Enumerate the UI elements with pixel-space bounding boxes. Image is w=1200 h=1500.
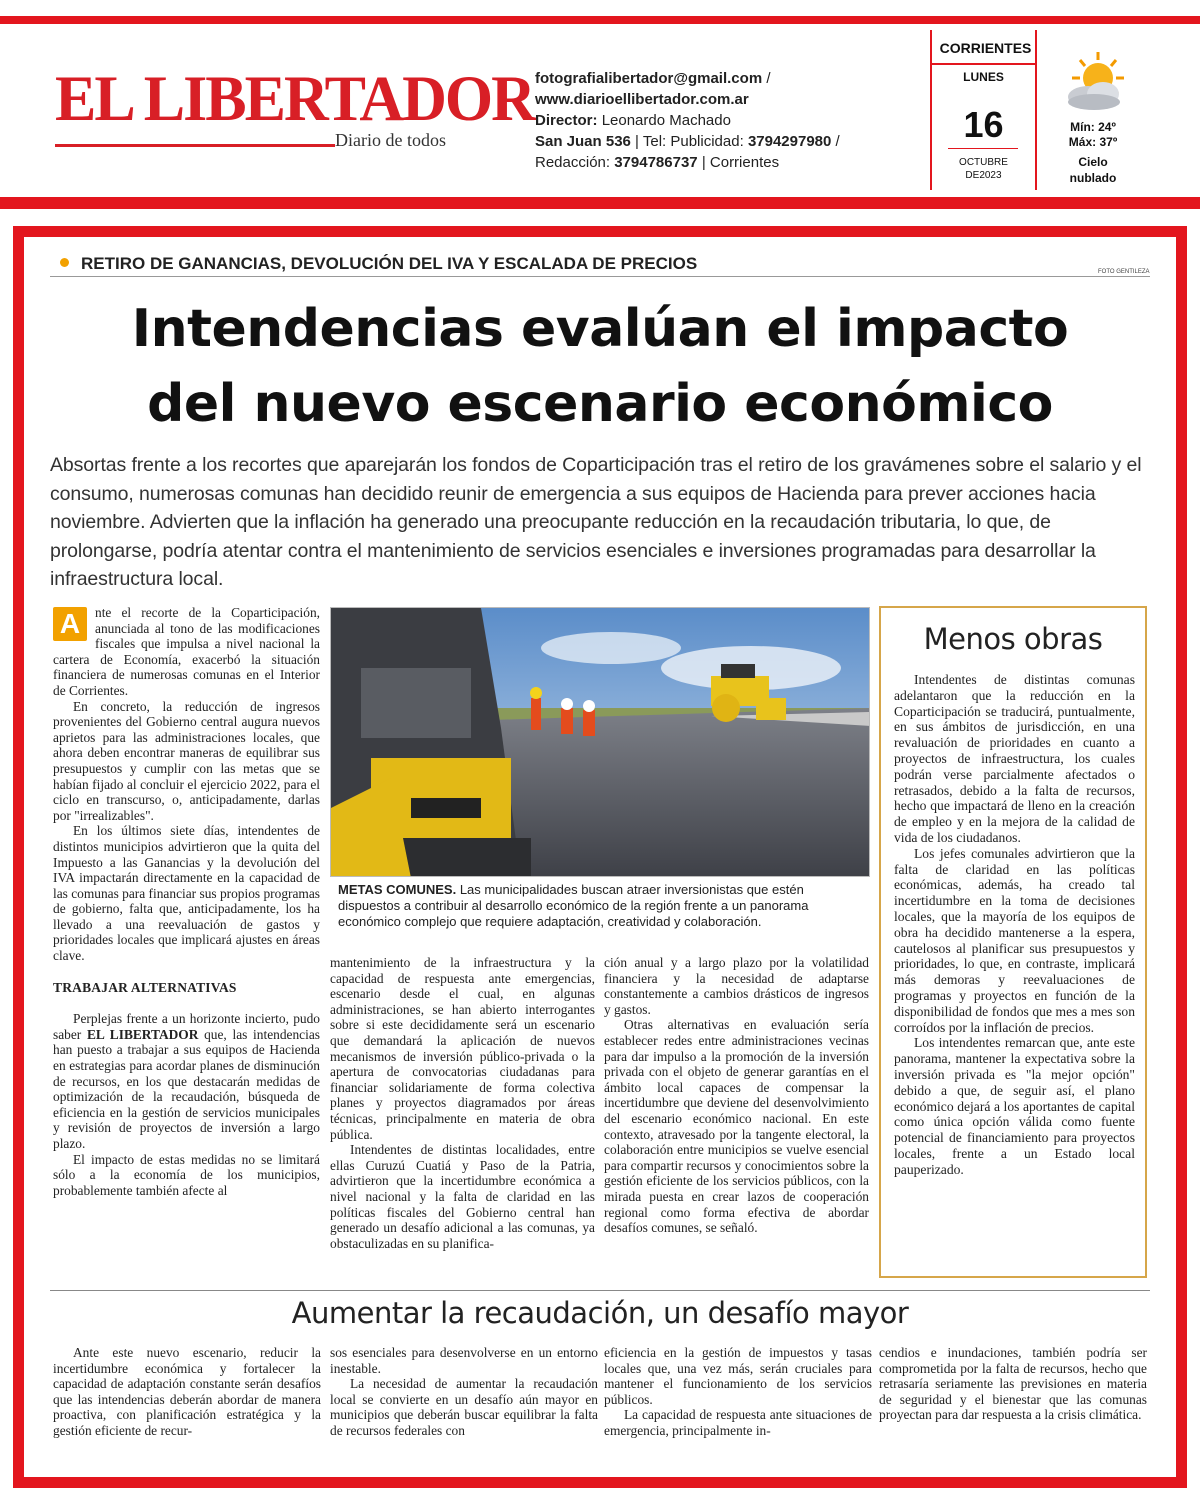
logo-underline xyxy=(55,144,335,147)
lead-paragraph: Absortas frente a los recortes que aparejarán los fondos de Coparticipación tras el retiro de los gravámenes sobre el salario y el consumo, numerosas comunas han decidido reunir de emergencia a sus equipos de Hacienda para prever acciones hacia noviembre. Advierten que la inflación ha generado una preocupante reducción en la recaudación tributaria, lo que, de prolongarse, podría atentar contra el mantenimiento de servicios esenciales e inversiones programadas para desarrollar la infraestructura local. xyxy=(50,454,1142,590)
director-name: Leonardo Machado xyxy=(601,112,731,129)
paragraph: cendios e inundaciones, también podría ser comprometida por la falta de recursos, hecho que retrasaría seriamente las previsiones en materia de seguridad y el bienestar que las comunas proyectan para dar respuesta a la crisis climática. xyxy=(879,1345,1147,1423)
paragraph: El impacto de estas medidas no se limitará sólo a la economía de los municipios, probablemente también afecte al xyxy=(53,1151,320,1198)
headline xyxy=(40,292,1160,442)
paragraph-text: que, las intendencias han puesto a trabajar a sus equipos de Hacienda en estrategias para acordar planes de disminución de recursos, en los que destacarán medidas de optimización de la recaudación, búsqueda de eficiencia en la gestión de servicios municipales y revisión de proyectos de inversión a largo plazo. xyxy=(53,1026,320,1151)
section-column-1 xyxy=(53,1345,321,1439)
paragraph: nte el recorte de la Coparticipación, anunciada al tono de las modificaciones fiscales que impulsa a nivel nacional la cartera de Economía, exacerbó la situación financiera de numerosas comunas en el Interior de Corrientes. xyxy=(53,605,320,698)
date-month: OCTUBRE xyxy=(959,157,1008,168)
headline-line-2: del nuevo escenario económico xyxy=(147,374,1053,434)
weather-widget xyxy=(1048,50,1138,186)
caption-text: Las municipalidades buscan atraer inversionistas que estén dispuestos a contribuir al desarrollo económico de la región frente a un panorama económico complejo que requiere adaptación, creatividad y colaboración. xyxy=(338,882,809,929)
date-year: DE2023 xyxy=(965,170,1002,181)
ad-phone-label: Tel: Publicidad: xyxy=(642,133,744,150)
paragraph: sos esenciales para desenvolverse en un entorno inestable. xyxy=(330,1345,598,1376)
paragraph: Los intendentes remarcan que, ante este panorama, mantener la expectativa sobre la inversión privada es "la mejor opción" debido a que, de seguir así, el plano económico dejará a los aportantes de capital como única opción válida como fuente potencial de financiamiento para proyectos locales, frente a un Estado local pauperizado. xyxy=(894,1035,1135,1177)
date-city: CORRIENTES xyxy=(939,40,1032,56)
weather-desc-1: Cielo xyxy=(1078,155,1108,169)
paragraph-text: Perplejas frente a un horizonte incierto, pudo saber xyxy=(53,1011,320,1042)
sidebar-box xyxy=(879,606,1147,1278)
date-divider-small xyxy=(948,148,1018,149)
kicker-text: RETIRO DE GANANCIAS, DEVOLUCIÓN DEL IVA Y ESCALADA DE PRECIOS xyxy=(81,254,698,273)
kicker xyxy=(60,254,697,274)
drop-cap: A xyxy=(53,607,87,641)
section-rule xyxy=(50,1290,1150,1291)
section-column-3 xyxy=(604,1345,872,1439)
body-column-3 xyxy=(604,955,869,1236)
caption-label: METAS COMUNES. xyxy=(338,882,457,897)
sidebar-title: Menos obras xyxy=(923,622,1103,656)
contact-block: fotografialibertador@gmail.com / www.diarioellibertador.com.ar Director: Leonardo Machado San Juan 536 | Tel: Publicidad: 3794297980 / Redacción: 3794786737 | Corrientes xyxy=(535,70,840,171)
partly-cloudy-icon xyxy=(1058,50,1128,112)
weather-desc-2: nublado xyxy=(1069,171,1117,185)
temp-min: Mín: 24º xyxy=(1070,120,1116,134)
headline-line-1: Intendencias evalúan el impacto xyxy=(131,299,1069,359)
sidebar-text xyxy=(894,672,1135,1178)
newsroom-label: Redacción: xyxy=(535,154,611,171)
date-day: 16 xyxy=(963,104,1004,145)
road-paving-photo[interactable] xyxy=(330,607,870,877)
paragraph: En concreto, la reducción de ingresos provenientes del Gobierno central augura nuevos aprietos para las administraciones locales, que ahora deben encontrar maneras de equilibrar sus presupuestos y cumplir con las metas que se habían fijado al concluir el ejercicio 2022, para el ciclo en transcurso, o, anticipadamente, darlas por "irrealizables". xyxy=(53,698,320,823)
newspaper-logo[interactable]: EL LIBERTADOR xyxy=(55,63,534,135)
photo-credit: FOTO GENTILEZA xyxy=(1098,269,1150,275)
kicker-rule xyxy=(50,276,1150,277)
paragraph: ción anual y a largo plazo por la volatilidad financiera y la necesidad de adaptarse constantemente a cambios drásticos de ingresos y gastos. xyxy=(604,955,869,1017)
bullet-icon xyxy=(60,258,69,267)
date-box xyxy=(930,30,1037,190)
contact-email[interactable]: fotografialibertador@gmail.com xyxy=(535,70,763,87)
newsroom-phone: 3794786737 xyxy=(614,154,698,171)
brand-name: EL LIBERTADOR xyxy=(86,1026,199,1042)
date-divider xyxy=(932,63,1035,65)
paragraph: eficiencia en la gestión de impuestos y tasas locales que, una vez más, serán cruciales para mantener el funcionamiento de los servicios públicos. xyxy=(604,1345,872,1407)
masthead xyxy=(55,63,534,150)
section-column-2 xyxy=(330,1345,598,1439)
paragraph: La capacidad de respuesta ante situaciones de emergencia, principalmente in- xyxy=(604,1407,872,1438)
paragraph: En los últimos siete días, intendentes de distintos municipios advirtieron que la quita del Impuesto a las Ganancias y la devolución del IVA impactarán directamente en la capacidad de las comunas para financiar sus propios programas de gobierno, falta que, anticipadamente, los ha llevado a una reevaluación de gastos y prioridades locales que implicará ajustes en áreas clave. xyxy=(53,823,320,964)
paragraph: La necesidad de aumentar la recaudación local se convierte en un desafío aún mayor en municipios que deberán buscar equilibrar la falta de recursos federales con xyxy=(330,1376,598,1438)
photo-caption xyxy=(338,882,863,930)
paragraph: Intendentes de distintas localidades, entre ellas Curuzú Cuatiá y Paso de la Patria, advirtieron que la incertidumbre económica a nivel nacional y la falta de claridad en las políticas fiscales del Gobierno central han generado un desafío adicional a las comunas, ya obstaculizadas en su planifica- xyxy=(330,1142,595,1251)
section-title: Aumentar la recaudación, un desafío mayor xyxy=(291,1296,909,1330)
director-label: Director: xyxy=(535,112,598,129)
paragraph: Ante este nuevo escenario, reducir la incertidumbre económica y fortalecer la capacidad de adaptación constante serán desafíos que las intendencias deberán abordar de manera proactiva, con planificación estratégica y la gestión eficiente de recur- xyxy=(53,1345,321,1438)
date-month-year xyxy=(932,156,1035,182)
contact-website[interactable]: www.diarioellibertador.com.ar xyxy=(535,91,749,108)
paragraph: Los jefes comunales advirtieron que la falta de claridad en las políticas económicas, además, ha creado tal incertidumbre en la toma de decisiones locales, que la mayoría de los equipos de obra ha decidido mantenerse a la espera, cautelosos al planificar sus presupuestos y prioridades, lo que, en contraste, implicará más demoras y reevaluaciones de programas y proyectos en función de la disponibilidad de fondos que mes a mes son corroídos por la inflación de precios. xyxy=(894,845,1135,1035)
tagline: Diario de todos xyxy=(335,130,446,150)
ad-phone: 3794297980 xyxy=(747,133,832,150)
body-column-1 xyxy=(53,605,320,1198)
address: San Juan 536 xyxy=(535,133,631,150)
paragraph: mantenimiento de la infraestructura y la capacidad de respuesta ante emergencias, escenario desde el cual, en algunas administraciones, se han abierto interrogantes sobre si este decididamente será un escenario que demandará la aplicación de nuevos mecanismos de inversión público-privada o la apertura de convocatorias ciudadanas para financiar solidariamente de forma colectiva planes y proyectos diagramados por áreas técnicas, principalmente en materia de obra pública. xyxy=(330,955,595,1142)
section-column-4 xyxy=(879,1345,1147,1423)
paragraph: Intendentes de distintas comunas adelantaron que la reducción en la Coparticipación se traducirá, puntualmente, en sus ámbitos de jurisdicción, en una revaluación de prioridades en cuanto a proyectos de infraestructura, los cuales podrán verse parcialmente afectados o retrasados, debido a la falta de recursos, hecho que impactará de lleno en la creación de empleo y en la mejora de la calidad de vida de los ciudadanos. xyxy=(894,672,1135,845)
paragraph: Otras alternativas en evaluación sería establecer redes entre administraciones vecinas para dar impulso a la promoción de la inversión privada con el objeto de generar garantías en el ámbito local capaces de compensar la incertidumbre que deviene del desenvolvimiento del escenario económico nacional. En este contexto, atravesado por la tangente electoral, la colaboración entre municipios se vuelve esencial para compartir recursos y conocimientos sobre la gestión eficiente de los servicios públicos, con la mirada puesta en crear lazos de cooperación regional como forma efectiva de abordar desafíos comunes, se señaló. xyxy=(604,1017,869,1236)
temp-max: Máx: 37º xyxy=(1068,135,1118,149)
paragraph xyxy=(53,1011,320,1151)
top-red-rule xyxy=(0,16,1200,24)
date-weekday: LUNES xyxy=(963,70,1004,84)
contact-city: Corrientes xyxy=(709,154,780,171)
header-red-rule xyxy=(0,197,1200,209)
subheading: TRABAJAR ALTERNATIVAS xyxy=(53,979,237,995)
body-column-2 xyxy=(330,955,595,1251)
